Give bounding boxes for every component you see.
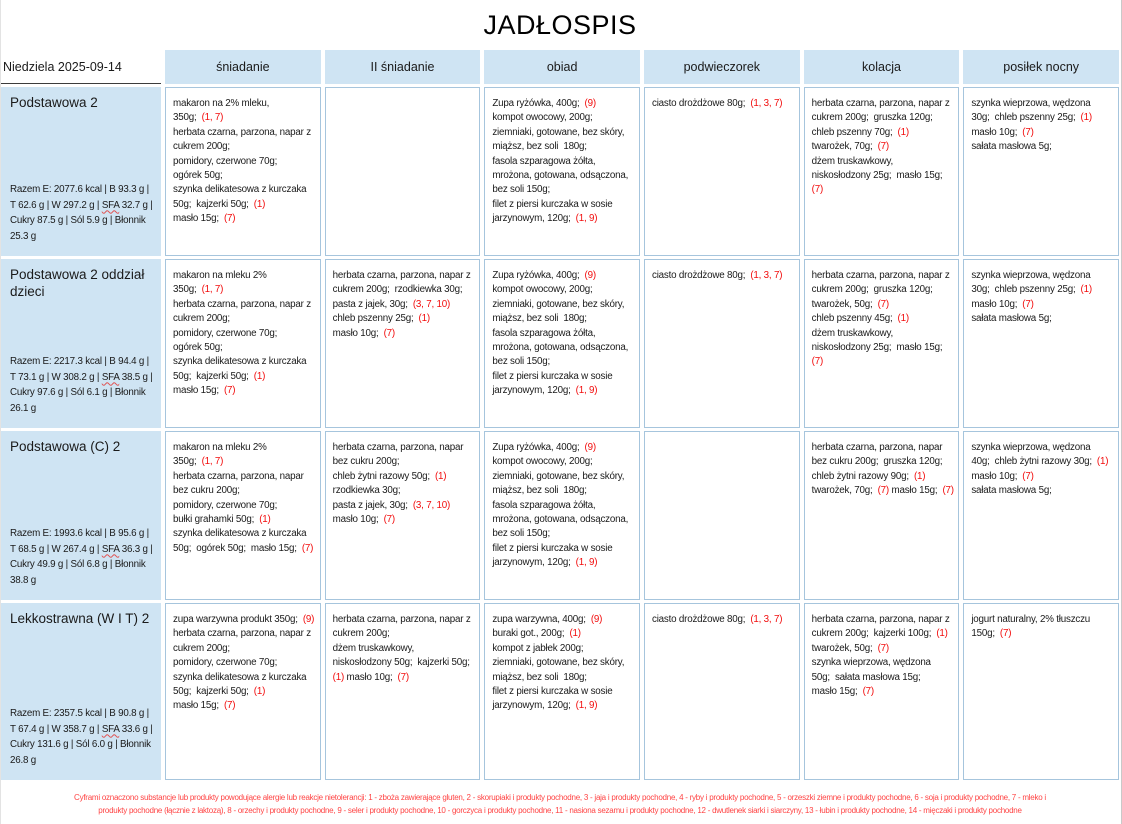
allergen-marker: (7) [1022, 126, 1034, 138]
menu-line: szynka wieprzowa, wędzona [971, 442, 1091, 453]
meal-header-5: posiłek nocny [963, 50, 1119, 84]
menu-line: cukrem 200g; [173, 642, 230, 654]
allergen-marker: (1) [1096, 456, 1109, 468]
meal-header-2: obiad [484, 50, 640, 84]
menu-line: masło 10g; (7) [332, 514, 395, 526]
menu-line: szynka wieprzowa, wędzona [811, 657, 931, 669]
menu-line: herbata czarna, parzona, napar [811, 442, 943, 453]
allergen-marker: (1) [332, 671, 345, 683]
menu-line: kompot owocowy, 200g; [492, 456, 593, 468]
table-body [1, 87, 1119, 780]
allergen-marker: (7) [942, 485, 954, 497]
allergen-marker: (1) [253, 686, 266, 698]
legend-line-2: produkty pochodne (łącznie z laktozą), 8 - orzechy i produkty pochodne, 9 - seler i produkty pochodne, 10 - gorczyca i produkty pochodne, 11 - nasiona sezamu i produkty pochodne, 12 - dwutlenek siarki i siarczyny, 13 - łubin i produkty pochodne, 14 - mięczaki i produkty pochodne [98, 805, 1022, 815]
menu-line: bez soli 150g; [492, 184, 550, 196]
menu-line: miąższ, bez soli 180g; [492, 141, 587, 153]
menu-line: buraki got., 200g; (1) [492, 628, 581, 640]
menu-line: kompot z jabłek 200g; [492, 642, 584, 654]
meal-header-3: podwieczorek [644, 50, 800, 84]
meal-cell-1-1 [325, 259, 481, 428]
menu-line: jogurt naturalny, 2% tłuszczu [971, 614, 1091, 625]
menu-line: bez soli 150g; [492, 528, 550, 540]
menu-line: herbata czarna, parzona, napar [173, 470, 304, 482]
meal-cell-3-2 [484, 603, 640, 780]
menu-line: filet z piersi kurczaka w sosie [492, 542, 613, 554]
menu-line: kompot owocowy, 200g; [492, 284, 593, 296]
menu-line: herbata czarna, parzona, napar z [332, 614, 471, 625]
diet-name: Podstawowa 2 [10, 95, 98, 110]
menu-line: kompot owocowy, 200g; [492, 112, 593, 124]
meal-header-0: śniadanie [165, 50, 321, 84]
allergen-marker: (1, 7) [201, 456, 224, 468]
allergen-marker: (7) [877, 141, 889, 153]
allergen-marker: (1) [253, 198, 266, 210]
sfa-spellcheck-underline: SFA [101, 543, 120, 555]
menu-line: pomidory, czerwone 70g; [173, 499, 278, 511]
menu-line: chleb pszenny 70g; (1) [811, 126, 909, 138]
menu-line: 150g; (7) [971, 628, 1012, 640]
allergen-marker: (7) [877, 298, 889, 310]
menu-line: miąższ, bez soli 180g; [492, 485, 587, 497]
menu-line: jarzynowym, 120g; (1, 9) [492, 213, 598, 225]
legend-line-1: Cyframi oznaczono substancje lub produkty powodujące alergie lub reakcje nietolerancji: 1 - zboża zawierające gluten, 2 - skorupiaki i produkty pochodne, 3 - jaja i produkty pochodne, 4 - ryby i produkty pochodne, 5 - orzeszki ziemne i produkty pochodne, 6 - soja i produkty pochodne, 7 - mleko i [74, 793, 1046, 802]
diet-row-1 [1, 259, 1119, 428]
menu-line: twarożek, 70g; (7) [811, 141, 889, 153]
menu-line: herbata czarna, parzona, napar z [173, 628, 311, 640]
menu-line: pomidory, czerwone 70g; [173, 657, 278, 669]
table-header-row [1, 50, 1119, 84]
allergen-marker: (1, 3, 7) [750, 98, 783, 109]
menu-line: twarożek, 70g; (7) masło 15g; (7) [811, 485, 954, 497]
diet-totals: Razem E: 2217.3 kcal | B 94.4 g | T 73.1 g | W 308.2 g | SFA 38.5 g | Cukry 97.6 g | Sól 6.1 g | Błonnik 26.1 g [10, 356, 153, 414]
menu-line: masło 15g; (7) [811, 686, 874, 698]
meal-cell-3-0 [165, 603, 321, 780]
allergen-marker: (7) [999, 628, 1012, 640]
allergen-marker: (1) [1080, 112, 1092, 124]
allergen-marker: (7) [223, 213, 236, 225]
menu-line: ogórek 50g; [173, 170, 223, 182]
meal-cell-0-4 [804, 87, 960, 256]
menu-line: mrożona, gotowana, odsączona, [492, 514, 629, 526]
meal-cell-1-3 [644, 259, 800, 428]
meal-cell-1-5 [963, 259, 1119, 428]
date-label: Niedziela 2025-09-14 [1, 50, 161, 84]
meal-header-1: II śniadanie [325, 50, 481, 84]
allergen-marker: (1, 9) [575, 700, 598, 712]
allergen-marker: (7) [301, 542, 314, 554]
allergen-marker: (1) [253, 370, 266, 382]
menu-line: sałata masłowa 5g; [971, 313, 1052, 325]
menu-line: Zupa ryżówka, 400g; (9) [492, 98, 596, 109]
menu-line: masło 10g; (7) [332, 327, 395, 339]
menu-line: bez cukru 200g; gruszka 120g; [811, 456, 943, 468]
menu-line: herbata czarna, parzona, napar z [811, 98, 950, 109]
allergen-marker: (9) [584, 270, 596, 281]
diet-row-3 [1, 603, 1119, 780]
menu-line: 30g; chleb pszenny 25g; (1) [971, 284, 1092, 296]
allergen-marker: (1, 7) [201, 284, 224, 296]
allergen-marker: (7) [811, 184, 824, 196]
allergen-marker: (9) [584, 442, 596, 453]
menu-line: szynka delikatesowa z kurczaka [173, 671, 307, 683]
allergen-marker: (1, 9) [575, 557, 598, 569]
menu-line: jarzynowym, 120g; (1, 9) [492, 385, 598, 397]
menu-line: 50g; kajzerki 50g; (1) [173, 686, 266, 698]
diet-name: Podstawowa (C) 2 [10, 439, 121, 454]
menu-line: fasola szparagowa żółta, [492, 155, 596, 167]
allergen-marker: (7) [877, 642, 889, 654]
menu-line: herbata czarna, parzona, napar [332, 442, 464, 453]
menu-line: 50g; ogórek 50g; masło 15g; (7) [173, 542, 314, 554]
menu-line: masło 15g; (7) [173, 385, 236, 397]
meal-cell-0-3 [644, 87, 800, 256]
menu-line: pomidory, czerwone 70g; [173, 327, 278, 339]
allergen-marker: (3, 7, 10) [412, 298, 451, 310]
allergen-marker: (7) [397, 671, 409, 683]
menu-line: herbata czarna, parzona, napar z [173, 126, 311, 138]
meal-cell-2-1 [325, 431, 481, 600]
meal-cell-1-2 [484, 259, 640, 428]
allergen-marker: (1) [569, 628, 581, 640]
allergen-marker: (1, 9) [575, 213, 598, 225]
diet-name: Podstawowa 2 oddział dzieci [10, 267, 145, 299]
meal-cell-3-3 [644, 603, 800, 780]
menu-line: makaron na 2% mleku, [173, 98, 270, 109]
menu-line: cukrem 200g; [332, 628, 390, 640]
menu-line: 30g; chleb pszenny 25g; (1) [971, 112, 1092, 124]
allergen-marker: (1) [259, 514, 271, 526]
menu-line: rzodkiewka 30g; [332, 485, 401, 497]
menu-line: Zupa ryżówka, 400g; (9) [492, 442, 596, 453]
menu-line: fasola szparagowa żółta, [492, 499, 596, 511]
menu-line: niskosłodzony 25g; masło 15g; (7) [811, 170, 948, 196]
allergen-marker: (1) [897, 313, 909, 325]
meal-cell-2-5 [963, 431, 1119, 600]
menu-line: herbata czarna, parzona, napar z [332, 270, 471, 281]
allergen-marker: (1) [418, 313, 430, 325]
menu-line: makaron na mleku 2% [173, 270, 267, 281]
meal-cell-0-1 [325, 87, 481, 256]
menu-line: cukrem 200g; gruszka 120g; [811, 112, 933, 124]
menu-line: ziemniaki, gotowane, bez skóry, [492, 470, 625, 482]
menu-line: dżem truskawkowy, [811, 327, 894, 339]
menu-line: pasta z jajek, 30g; (3, 7, 10) [332, 298, 451, 310]
meal-cell-1-0 [165, 259, 321, 428]
menu-line: miąższ, bez soli 180g; [492, 313, 587, 325]
diet-totals: Razem E: 2357.5 kcal | B 90.8 g | T 67.4 g | W 358.7 g | SFA 33.6 g | Cukry 131.6 g | Sól 6.0 g | Błonnik 26.8 g [10, 708, 153, 766]
menu-line: mrożona, gotowana, odsączona, [492, 170, 629, 182]
menu-line: dżem truskawkowy, [332, 642, 415, 654]
menu-line: ciasto drożdżowe 80g; (1, 3, 7) [652, 614, 783, 625]
menu-line: szynka wieprzowa, wędzona [971, 98, 1091, 109]
menu-line: twarożek, 50g; (7) [811, 298, 889, 310]
menu-line: (1) masło 10g; (7) [332, 671, 409, 683]
meal-cell-2-4 [804, 431, 960, 600]
allergen-marker: (7) [383, 327, 395, 339]
allergen-marker: (9) [584, 98, 596, 109]
menu-line: pasta z jajek, 30g; (3, 7, 10) [332, 499, 451, 511]
menu-line: pomidory, czerwone 70g; [173, 155, 278, 167]
allergen-marker: (1, 9) [575, 385, 598, 397]
diet-totals: Razem E: 2077.6 kcal | B 93.3 g | T 62.6 g | W 297.2 g | SFA 32.7 g | Cukry 87.5 g | Sól 5.9 g | Błonnik 25.3 g [10, 184, 153, 242]
menu-line: cukrem 200g; gruszka 120g; [811, 284, 933, 296]
diet-row-0 [1, 87, 1119, 256]
menu-line: masło 10g; (7) [971, 470, 1034, 482]
menu-line: ziemniaki, gotowane, bez skóry, [492, 126, 625, 138]
menu-line: ziemniaki, gotowane, bez skóry, [492, 657, 625, 669]
diet-totals: Razem E: 1993.6 kcal | B 95.6 g | T 68.5 g | W 267.4 g | SFA 36.3 g | Cukry 49.9 g | Sól 6.8 g | Błonnik 38.8 g [10, 528, 153, 586]
allergen-marker: (7) [811, 356, 824, 368]
diet-label-cell [1, 87, 161, 256]
menu-line: jarzynowym, 120g; (1, 9) [492, 700, 598, 712]
menu-line: szynka delikatesowa z kurczaka [173, 356, 307, 368]
meal-cell-2-3 [644, 431, 800, 600]
menu-line: cukrem 200g; [173, 313, 230, 325]
allergen-marker: (7) [862, 686, 874, 698]
menu-line: 350g; (1, 7) [173, 456, 224, 468]
diet-label-cell [1, 603, 161, 780]
menu-line: filet z piersi kurczaka w sosie [492, 686, 613, 698]
allergen-marker: (7) [223, 385, 236, 397]
menu-line: 50g; kajzerki 50g; (1) [173, 370, 266, 382]
menu-line: bez soli 150g; [492, 356, 550, 368]
sfa-spellcheck-underline: SFA [101, 371, 120, 383]
meal-cell-0-2 [484, 87, 640, 256]
menu-line: zupa warzywna produkt 350g; (9) [173, 614, 315, 625]
allergen-marker: (7) [383, 514, 395, 526]
menu-line: herbata czarna, parzona, napar z [173, 298, 311, 310]
menu-line: herbata czarna, parzona, napar z [811, 614, 950, 625]
meal-cell-3-1 [325, 603, 481, 780]
menu-line: masło 10g; (7) [971, 298, 1034, 310]
meal-cell-0-0 [165, 87, 321, 256]
menu-line: chleb pszenny 25g; (1) [332, 313, 430, 325]
meal-cell-2-0 [165, 431, 321, 600]
allergen-marker: (1) [434, 470, 447, 482]
menu-line: bułki grahamki 50g; (1) [173, 514, 271, 526]
menu-line: ziemniaki, gotowane, bez skóry, [492, 298, 625, 310]
menu-line: cukrem 200g; kajzerki 100g; (1) [811, 628, 948, 640]
menu-line: jarzynowym, 120g; (1, 9) [492, 557, 598, 569]
allergen-marker: (7) [1022, 470, 1034, 482]
diet-label-cell [1, 431, 161, 600]
menu-line: chleb pszenny 45g; (1) [811, 313, 909, 325]
allergen-marker: (1) [897, 126, 909, 138]
allergen-marker: (1, 3, 7) [750, 614, 783, 625]
allergen-marker: (3, 7, 10) [412, 499, 451, 511]
menu-line: ciasto drożdżowe 80g; (1, 3, 7) [652, 270, 783, 281]
allergen-legend [1, 792, 1119, 817]
menu-line: ciasto drożdżowe 80g; (1, 3, 7) [652, 98, 783, 109]
menu-line: makaron na mleku 2% [173, 442, 267, 453]
diet-name: Lekkostrawna (W I T) 2 [10, 611, 150, 626]
sfa-spellcheck-underline: SFA [101, 723, 120, 735]
menu-line: 40g; chleb żytni razowy 30g; (1) [971, 456, 1109, 468]
menu-line: bez cukru 200g; [173, 485, 240, 497]
menu-line: masło 15g; (7) [173, 700, 236, 712]
meal-cell-0-5 [963, 87, 1119, 256]
page-title: JADŁOSPIS [483, 10, 637, 40]
menu-line: szynka delikatesowa z kurczaka [173, 184, 307, 196]
menu-line: chleb żytni razowy 90g; (1) [811, 470, 926, 482]
menu-line: herbata czarna, parzona, napar z [811, 270, 950, 281]
meal-cell-3-5 [963, 603, 1119, 780]
menu-line: szynka wieprzowa, wędzona [971, 270, 1091, 281]
diet-label-cell [1, 259, 161, 428]
menu-line: cukrem 200g; [173, 141, 230, 153]
meal-header-4: kolacja [804, 50, 960, 84]
allergen-marker: (1, 7) [201, 112, 224, 124]
allergen-marker: (7) [223, 700, 236, 712]
menu-line: 50g; kajzerki 50g; (1) [173, 198, 266, 210]
menu-line: ogórek 50g; [173, 342, 223, 354]
menu-line: niskosłodzony 25g; masło 15g; (7) [811, 342, 948, 368]
sfa-spellcheck-underline: SFA [101, 199, 120, 211]
menu-line: zupa warzywna, 400g; (9) [492, 614, 603, 625]
menu-line: masło 10g; (7) [971, 126, 1034, 138]
allergen-marker: (1) [913, 470, 926, 482]
menu-line: fasola szparagowa żółta, [492, 327, 596, 339]
allergen-marker: (7) [877, 485, 889, 497]
allergen-marker: (1) [936, 628, 948, 640]
menu-line: 350g; (1, 7) [173, 284, 224, 296]
menu-line: filet z piersi kurczaka w sosie [492, 370, 613, 382]
menu-line: dżem truskawkowy, [811, 155, 894, 167]
menu-line: szynka delikatesowa z kurczaka [173, 528, 307, 540]
allergen-marker: (9) [302, 614, 315, 625]
menu-line: 350g; (1, 7) [173, 112, 224, 124]
menu-line: sałata masłowa 5g; [971, 141, 1052, 153]
menu-line: filet z piersi kurczaka w sosie [492, 198, 613, 210]
menu-line: mrożona, gotowana, odsączona, [492, 342, 629, 354]
allergen-marker: (1, 3, 7) [750, 270, 783, 281]
diet-row-2 [1, 431, 1119, 600]
menu-line: cukrem 200g; rzodkiewka 30g; [332, 284, 463, 296]
allergen-marker: (7) [1022, 298, 1034, 310]
menu-line: niskosłodzony 50g; kajzerki 50g; [332, 657, 470, 669]
menu-line: chleb żytni razowy 50g; (1) [332, 470, 447, 482]
menu-line: 50g; sałata masłowa 15g; [811, 671, 921, 683]
allergen-marker: (9) [590, 614, 603, 625]
menu-line: masło 15g; (7) [173, 213, 236, 225]
meal-cell-3-4 [804, 603, 960, 780]
menu-line: twarożek, 50g; (7) [811, 642, 889, 654]
meal-cell-1-4 [804, 259, 960, 428]
menu-line: sałata masłowa 5g; [971, 485, 1052, 497]
meal-cell-2-2 [484, 431, 640, 600]
menu-line: bez cukru 200g; [332, 456, 400, 468]
menu-line: Zupa ryżówka, 400g; (9) [492, 270, 596, 281]
menu-line: miąższ, bez soli 180g; [492, 671, 587, 683]
allergen-marker: (1) [1080, 284, 1092, 296]
